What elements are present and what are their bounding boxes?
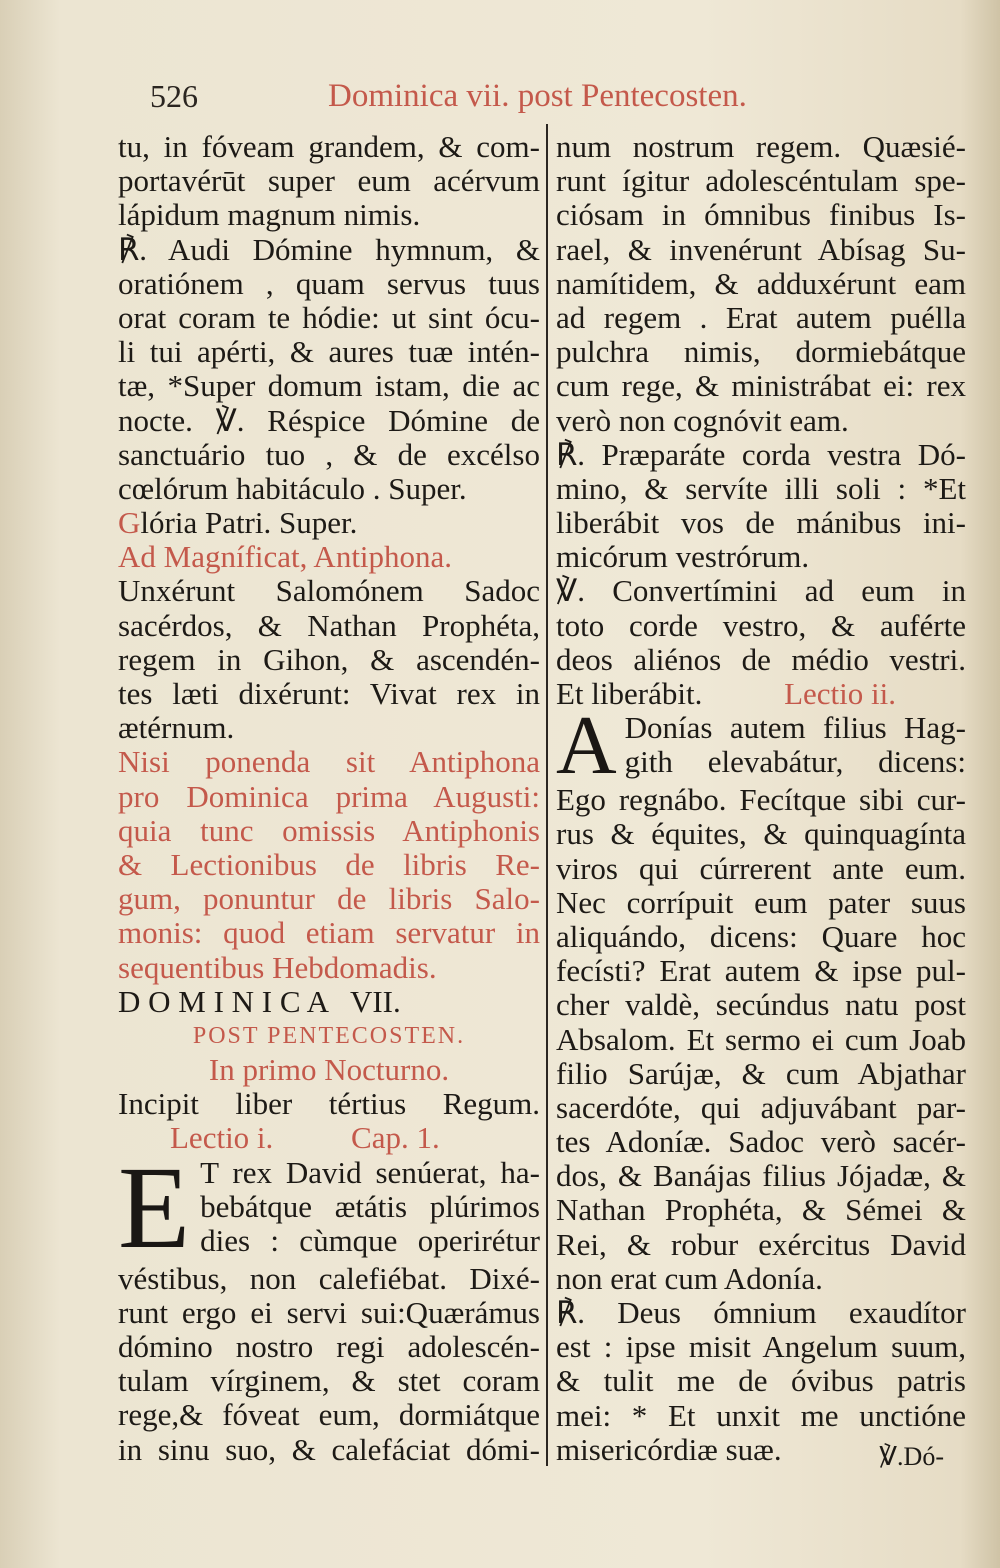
capitulum-label: Cap. 1. [351,1120,440,1156]
responsory-line: ℟. Audi Dómine hymnum, & [118,231,540,267]
right-column [556,130,966,1467]
lesson-line: viros qui cúrrerent ante eum. [556,850,966,886]
text-line: num nostrum regem. Quæsié- [556,129,966,164]
text-line: portavérūt super eum acérvum [118,163,540,199]
text-line: namítidem, & adduxérunt eam [556,265,966,301]
magnificat-heading: Ad Magníficat, Antiphona. [118,539,453,575]
lectio-label: Lectio i. [170,1120,274,1156]
lesson-line: véstibus, non calefiébat. Dixé- [118,1260,540,1296]
lectio2-label: Lectio ii. [784,676,896,711]
text-line: pulchra nimis, dormiebátque [556,334,966,370]
responsory-line: micórum vestrórum. [556,539,810,575]
lectio-heading [118,1121,540,1155]
sunday-subtitle: POST PENTECOSTEN. [192,1022,466,1049]
responsory-line: ℟. Deus ómnium exaudítor [556,1295,966,1330]
responsory-line: & tulit me de óvibus patris [556,1363,966,1399]
responsory-line: est : ipse misit Angelum suum, [556,1329,966,1365]
lesson-line: Donías autem filius Hag- [624,711,966,746]
lesson-line: Absalom. Et sermo ei cum Joab [556,1021,966,1057]
antiphon-line: tes læti dixérunt: Vivat rex in [118,676,540,711]
responsory-line: oratiónem , quam servus tuus [118,265,540,301]
responsory-line: mei: * Et unxit me unctióne [556,1397,966,1433]
text-line: ad regem . Erat autem puélla [556,299,966,335]
lesson-line: dómino nostro regi adolescén- [118,1329,540,1364]
catchword: ℣.Dó- [879,1442,944,1471]
lesson-line: cher valdè, secúndus natu post [556,987,966,1023]
responsory-line: tæ, *Super domum istam, die ac [118,368,540,404]
sunday-title: D O M I N I C A VII. [118,983,401,1019]
responsory-line: sanctuário tuo , & de excélso [118,436,540,472]
rubric-line: quia tunc omissis Antiphonis [118,812,540,848]
lesson-line: Nec corrípuit eum pater suus [556,884,966,920]
nocturn-heading: In primo Nocturno. [208,1052,450,1088]
lesson-line: bebátque ætátis plúrimos [200,1188,540,1224]
text-line: rael, & invenérunt Abísag Su- [556,231,966,267]
lesson-block [118,1156,540,1262]
rubric-line: gum, ponuntur de libris Salo- [118,881,540,917]
lectio2-heading-line [556,677,966,711]
lesson-line: gith elevabátur, dicens: [624,744,966,780]
text-line: cum rege, & ministrábat ei: rex [556,368,966,404]
lesson-line: T rex David senúerat, ha- [200,1155,540,1190]
lesson-line: fecísti? Erat autem & ipse pul- [556,953,966,989]
text-line: ciósam in ómnibus finibus Is- [556,197,966,233]
gloria-line [118,506,540,540]
responsory-line: toto corde vestro, & auférte [556,607,966,643]
lesson-line: dos, & Banájas filius Jójadæ, & [556,1158,966,1194]
et-liberabit: Et liberábit. [556,676,703,711]
lesson-line: sacerdóte, qui adjuvábant par- [556,1089,966,1125]
antiphon-line: Unxérunt Salomónem Sadoc [118,573,540,609]
lesson-line: non erat cum Adonía. [556,1260,823,1296]
lesson-line: tulam vírginem, & stet coram [118,1363,540,1399]
page-header [0,78,1000,126]
responsory-line: orat coram te hódie: ut sint ócu- [118,299,540,335]
incipit-line: Incipit liber tértius Regum. [118,1086,540,1122]
text-line: verò non cognóvit eam. [556,402,849,438]
antiphon-line: ætérnum. [118,710,235,746]
responsory-line: ℣. Convertímini ad eum in [556,573,966,609]
lesson-initial: E [118,1155,191,1262]
antiphon-line: sacérdos, & Nathan Prophéta, [118,607,540,643]
left-column [118,130,540,1467]
responsory-line: liberábit vos de mánibus ini- [556,505,966,541]
responsory-line: deos aliénos de médio vestri. [556,641,966,677]
rubric-line: Nisi ponenda sit Antiphona [118,744,540,780]
lesson-line: Ego regnábo. Fecítque sibi cur- [556,782,966,818]
responsory-line: mino, & servíte illi soli : *Et [556,470,966,506]
rubric-line: sequentibus Hebdomadis. [118,949,437,985]
running-title: Dominica vii. post Pentecosten. [328,78,747,114]
responsory-line: cœlórum habitáculo . Super. [118,470,467,506]
page-number: 526 [150,78,198,114]
rubric-line: monis: quod etiam servatur in [118,915,540,951]
column-divider [546,124,548,1466]
lesson-line: rege,& fóveat eum, dormiátque [118,1397,540,1433]
gloria-text: lória Patri. Super. [140,505,358,541]
responsory-line: li tui apérti, & aures tuæ intén- [118,334,540,370]
rubric-line: pro Dominica prima Augusti: [118,778,540,814]
lesson-line: dies : cùmque operirétur [200,1223,540,1258]
responsory-line: misericórdiæ suæ. [556,1431,782,1467]
lesson-line: tes Adoníæ. Sadoc verò sacér- [556,1124,966,1160]
lesson-line: filio Sarújæ, & cum Abjathar [556,1055,966,1091]
lesson2-initial: A [556,711,617,784]
text-line: lápidum magnum nimis. [118,197,421,233]
lesson-line: rus & équites, & quinquagínta [556,816,966,852]
lesson-line: runt ergo ei servi sui:Quærámus [118,1294,540,1330]
lesson-line: Rei, & robur exércitus David [556,1226,966,1262]
responsory-line: nocte. ℣. Réspice Dómine de [118,402,540,438]
lesson-line: Nathan Prophéta, & Sémei & [556,1192,966,1228]
antiphon-line: regem in Gihon, & ascendén- [118,641,540,677]
lesson-line: aliquándo, dicens: Quare hoc [556,918,966,954]
gloria-initial: G [118,505,141,541]
responsory-line: ℟. Præparáte corda vestra Dó- [556,436,966,472]
lesson2-block [556,711,966,783]
rubric-line: & Lectionibus de libris Re- [118,846,540,882]
lesson-line: in sinu suo, & calefáciat dómi- [118,1431,540,1467]
text-line: tu, in fóveam grandem, & com- [118,129,540,164]
text-line: runt ígitur adolescéntulam spe- [556,163,966,199]
